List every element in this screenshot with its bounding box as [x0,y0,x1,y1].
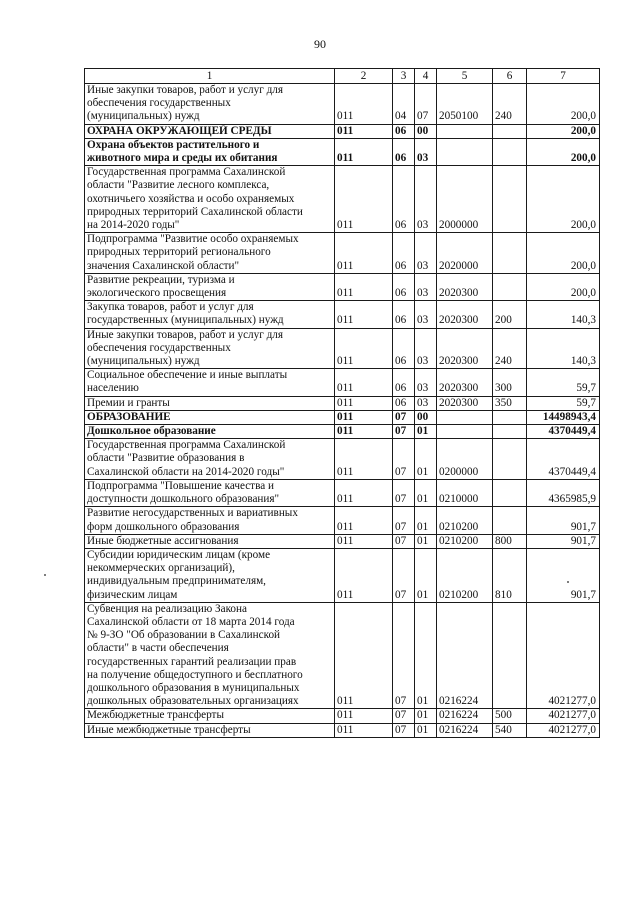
row-name-cell: Государственная программа Сахалинской области "Развитие образования в Сахалинской области на 2014-2020 годы" [85,439,335,480]
row-name-cell: Субсидии юридическим лицам (кроме некоммерческих организаций), индивидуальным предпринимателям, физическим лицам [85,548,335,602]
target-article-cell: 0216224 [437,602,493,709]
target-article-cell: 2020300 [437,273,493,300]
amount-cell: 200,0 [527,124,600,138]
target-article-cell: 0210200 [437,548,493,602]
row-name-cell: Подпрограмма "Повышение качества и доступности дошкольного образования" [85,479,335,506]
expense-type-cell: 240 [493,84,527,125]
subsection-cell: 01 [415,507,437,534]
amount-cell: 901,7 [527,548,600,602]
subsection-cell: 03 [415,396,437,410]
section-cell: 06 [393,233,415,274]
table-header-row [85,69,600,84]
scan-speck [44,574,46,576]
row-name-cell: Премии и гранты [85,396,335,410]
admin-code-cell: 011 [335,548,393,602]
expense-type-cell: 800 [493,534,527,548]
subsection-cell: 03 [415,328,437,369]
table-row [85,709,600,723]
admin-code-cell: 011 [335,723,393,737]
subsection-cell: 03 [415,301,437,328]
section-cell: 07 [393,479,415,506]
amount-cell: 14498943,4 [527,410,600,424]
table-row [85,534,600,548]
expense-type-cell [493,273,527,300]
table-row [85,124,600,138]
target-article-cell: 0216224 [437,709,493,723]
subsection-cell: 01 [415,548,437,602]
expense-type-cell: 200 [493,301,527,328]
expense-type-cell: 810 [493,548,527,602]
row-name-cell: Дошкольное образование [85,425,335,439]
target-article-cell: 0200000 [437,439,493,480]
amount-cell: 140,3 [527,301,600,328]
admin-code-cell: 011 [335,534,393,548]
admin-code-cell: 011 [335,301,393,328]
section-cell: 06 [393,166,415,233]
target-article-cell [437,425,493,439]
expense-type-cell [493,124,527,138]
amount-cell: 59,7 [527,369,600,396]
row-name-cell: Подпрограмма "Развитие особо охраняемых природных территорий регионального значения Сахалинской области" [85,233,335,274]
row-name-cell: Охрана объектов растительного и животного мира и среды их обитания [85,138,335,165]
target-article-cell: 0210200 [437,534,493,548]
target-article-cell: 2020300 [437,396,493,410]
row-name-cell: Социальное обеспечение и иные выплаты населению [85,369,335,396]
row-name-cell: Субвенция на реализацию Закона Сахалинской области от 18 марта 2014 года № 9-ЗО "Об образовании в Сахалинской области" в части обеспечения государственных гарантий реализации прав на получение общедоступного и бесплатного дошкольного образования в муниципальных дошкольных образовательных организациях [85,602,335,709]
target-article-cell: 2000000 [437,166,493,233]
amount-cell: 4365985,9 [527,479,600,506]
expense-type-cell [493,602,527,709]
target-article-cell [437,124,493,138]
section-cell: 06 [393,124,415,138]
section-cell: 06 [393,328,415,369]
amount-cell: 4021277,0 [527,602,600,709]
admin-code-cell: 011 [335,369,393,396]
section-cell: 06 [393,369,415,396]
section-cell: 06 [393,273,415,300]
expense-type-cell [493,479,527,506]
expense-type-cell: 240 [493,328,527,369]
subsection-cell: 00 [415,124,437,138]
row-name-cell: ОХРАНА ОКРУЖАЮЩЕЙ СРЕДЫ [85,124,335,138]
amount-cell: 200,0 [527,273,600,300]
subsection-cell: 03 [415,369,437,396]
target-article-cell: 2020300 [437,301,493,328]
subsection-cell: 00 [415,410,437,424]
row-name-cell: Развитие негосударственных и вариативных форм дошкольного образования [85,507,335,534]
amount-cell: 59,7 [527,396,600,410]
scan-speck [567,581,569,583]
expense-type-cell [493,410,527,424]
table-row [85,507,600,534]
subsection-cell: 01 [415,602,437,709]
admin-code-cell: 011 [335,84,393,125]
table-row [85,328,600,369]
column-header: 6 [493,69,527,84]
table-row [85,723,600,737]
section-cell: 06 [393,396,415,410]
admin-code-cell: 011 [335,124,393,138]
amount-cell: 4021277,0 [527,709,600,723]
subsection-cell: 01 [415,723,437,737]
amount-cell: 4370449,4 [527,439,600,480]
amount-cell: 901,7 [527,534,600,548]
row-name-cell: Развитие рекреации, туризма и экологического просвещения [85,273,335,300]
admin-code-cell: 011 [335,479,393,506]
subsection-cell: 03 [415,233,437,274]
row-name-cell: Закупка товаров, работ и услуг для государственных (муниципальных) нужд [85,301,335,328]
table-row [85,479,600,506]
admin-code-cell: 011 [335,709,393,723]
admin-code-cell: 011 [335,273,393,300]
admin-code-cell: 011 [335,410,393,424]
admin-code-cell: 011 [335,138,393,165]
amount-cell: 200,0 [527,138,600,165]
amount-cell: 4370449,4 [527,425,600,439]
expense-type-cell [493,166,527,233]
expense-type-cell [493,439,527,480]
table-row [85,166,600,233]
amount-cell: 200,0 [527,233,600,274]
table-row [85,301,600,328]
subsection-cell: 01 [415,479,437,506]
section-cell: 07 [393,723,415,737]
section-cell: 07 [393,534,415,548]
column-header: 1 [85,69,335,84]
section-cell: 07 [393,709,415,723]
page-number: 90 [314,37,326,51]
column-header: 7 [527,69,600,84]
table-row [85,233,600,274]
table-row [85,602,600,709]
table-row [85,425,600,439]
table-row [85,138,600,165]
target-article-cell: 2020300 [437,328,493,369]
subsection-cell: 01 [415,709,437,723]
row-name-cell: Иные закупки товаров, работ и услуг для обеспечения государственных (муниципальных) нужд [85,84,335,125]
section-cell: 07 [393,439,415,480]
expense-type-cell [493,507,527,534]
target-article-cell [437,410,493,424]
target-article-cell [437,138,493,165]
amount-cell: 200,0 [527,166,600,233]
row-name-cell: Межбюджетные трансферты [85,709,335,723]
table-row [85,396,600,410]
row-name-cell: Иные закупки товаров, работ и услуг для обеспечения государственных (муниципальных) нужд [85,328,335,369]
target-article-cell: 0210000 [437,479,493,506]
admin-code-cell: 011 [335,233,393,274]
subsection-cell: 01 [415,439,437,480]
amount-cell: 140,3 [527,328,600,369]
column-header: 2 [335,69,393,84]
section-cell: 07 [393,425,415,439]
section-cell: 06 [393,301,415,328]
admin-code-cell: 011 [335,439,393,480]
subsection-cell: 07 [415,84,437,125]
section-cell: 07 [393,410,415,424]
target-article-cell: 2020300 [437,369,493,396]
table-row [85,84,600,125]
table-row [85,439,600,480]
subsection-cell: 03 [415,166,437,233]
expense-type-cell: 300 [493,369,527,396]
row-name-cell: Иные межбюджетные трансферты [85,723,335,737]
section-cell: 07 [393,548,415,602]
expense-type-cell: 350 [493,396,527,410]
expense-type-cell [493,138,527,165]
amount-cell: 901,7 [527,507,600,534]
table-row [85,273,600,300]
table-row [85,548,600,602]
row-name-cell: ОБРАЗОВАНИЕ [85,410,335,424]
table-row [85,369,600,396]
target-article-cell: 0216224 [437,723,493,737]
section-cell: 07 [393,507,415,534]
target-article-cell: 2020000 [437,233,493,274]
amount-cell: 200,0 [527,84,600,125]
target-article-cell: 2050100 [437,84,493,125]
expense-type-cell: 540 [493,723,527,737]
row-name-cell: Государственная программа Сахалинской области "Развитие лесного комплекса, охотничьего хозяйства и особо охраняемых природных территорий Сахалинской области на 2014-2020 годы" [85,166,335,233]
admin-code-cell: 011 [335,166,393,233]
section-cell: 06 [393,138,415,165]
subsection-cell: 01 [415,534,437,548]
row-name-cell: Иные бюджетные ассигнования [85,534,335,548]
admin-code-cell: 011 [335,328,393,369]
expense-type-cell [493,233,527,274]
admin-code-cell: 011 [335,507,393,534]
column-header: 3 [393,69,415,84]
table-row [85,410,600,424]
column-header: 4 [415,69,437,84]
expense-type-cell: 500 [493,709,527,723]
admin-code-cell: 011 [335,602,393,709]
column-header: 5 [437,69,493,84]
admin-code-cell: 011 [335,396,393,410]
subsection-cell: 01 [415,425,437,439]
section-cell: 04 [393,84,415,125]
amount-cell: 4021277,0 [527,723,600,737]
subsection-cell: 03 [415,273,437,300]
subsection-cell: 03 [415,138,437,165]
admin-code-cell: 011 [335,425,393,439]
section-cell: 07 [393,602,415,709]
target-article-cell: 0210200 [437,507,493,534]
budget-table [84,68,600,738]
expense-type-cell [493,425,527,439]
